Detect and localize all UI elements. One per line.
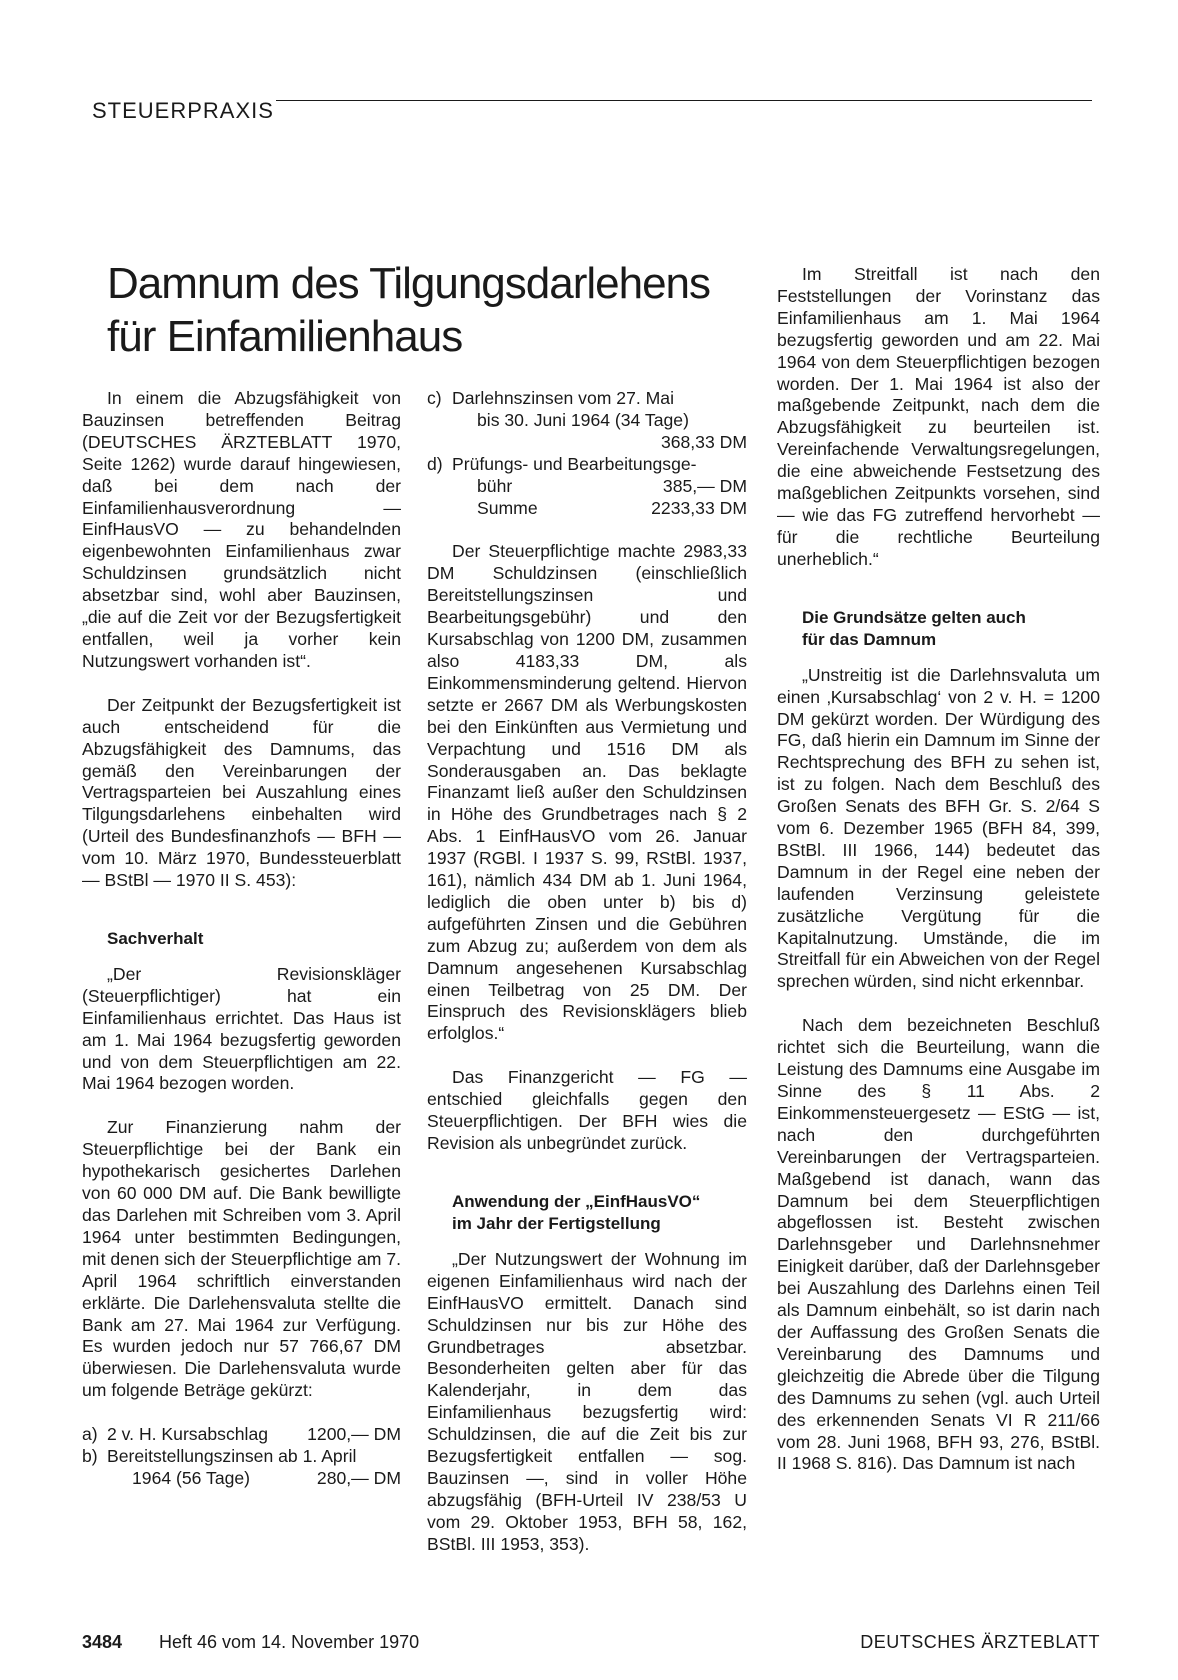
sum-amount: 2233,33 DM xyxy=(651,497,747,518)
list-amount: 385,— DM xyxy=(662,475,747,496)
header-rule xyxy=(276,100,1092,101)
list-amount: 368,33 DM xyxy=(660,431,747,452)
sum-label: Summe xyxy=(477,497,538,518)
subheading-line: Anwendung der „EinfHausVO“ xyxy=(452,1191,701,1211)
paragraph: In einem die Abzugsfähigkeit von Bauzinsen betreffenden Beitrag (DEUTSCHES ÄRZTEBLATT 1970, Seite 1262) wurde darauf hingewiesen, daß bei dem nach der Einfamilienhausverordnung — EinfHausVO — zu behandelnden eigenbewohnten Einfamilienhaus zwar Schuldzinsen grundsätzlich nicht absetzbar sind, wohl aber Bauzinsen, „die auf die Zeit vor der Bezugsfertigkeit entfallen, weil ja vorher kein Nutzungswert vorhanden ist“. xyxy=(82,388,401,671)
list-item-a xyxy=(82,1424,401,1446)
paragraph: Das Finanzgericht — FG — entschied gleichfalls gegen den Steuerpflichtigen. Der BFH wies die Revision als unbegründet zurück. xyxy=(427,1067,747,1153)
paragraph: „Unstreitig ist die Darlehnsvaluta um einen ‚Kursabschlag‘ von 2 v. H. = 1200 DM gekürzt worden. Der Würdigung des FG, daß hierin ein Damnum im Sinne der Rechtsprechung des BFH zu sehen ist, ist zu folgen. Nach dem Beschluß des Großen Senats des BFH Gr. S. 2/64 S vom 6. Dezember 1965 (BFH 84, 399, BStBl. III 1966, 144) bedeutet das Damnum in der Regel eine neben der laufenden Verzinsung geleistete zusätzliche Vergütung für die Kapitalnutzung. Umstände, die im Streitfall für ein Abweichen von der Regel sprechen würden, sind nicht erkennbar. xyxy=(777,664,1100,992)
paragraph: Zur Finanzierung nahm der Steuerpflichtige bei der Bank ein hypothekarisch gesichertes Darlehen von 60 000 DM auf. Die Bank bewilligte das Darlehen mit Schreiben vom 3. April 1964 unter bestimmten Bedingungen, mit denen sich der Steuerpflichtige am 7. April 1964 schriftlich einverstanden erklärte. Die Darlehensvaluta stellte die Bank am 27. Mai 1964 zur Verfügung. Es wurden jedoch nur 57 766,67 DM überwiesen. Die Darlehensvaluta wurde um folgende Beträge gekürzt: xyxy=(82,1117,401,1401)
column-3 xyxy=(777,264,1100,1475)
issue-info: Heft 46 vom 14. November 1970 xyxy=(159,1632,420,1652)
list-marker: b) xyxy=(82,1446,98,1467)
list-item-b xyxy=(82,1446,401,1490)
list-marker: a) xyxy=(82,1424,98,1445)
subheading-sachverhalt: Sachverhalt xyxy=(107,928,204,948)
subheading-line: für das Damnum xyxy=(802,629,937,649)
section-label: STEUERPRAXIS xyxy=(92,98,274,123)
subheading-line: Die Grundsätze gelten auch xyxy=(802,607,1026,627)
list-amount: 1200,— DM xyxy=(307,1424,401,1445)
paragraph: Der Steuerpflichtige machte 2983,33 DM Schuldzinsen (einschließlich Bereitstellungszinsen und Bearbeitungsgebühr) und den Kursabschlag von 1200 DM, zusammen also 4183,33 DM, als Einkommensminderung geltend. Hiervon setzte er 2667 DM als Werbungskosten bei den Einkünften aus Vermietung und Verpachtung und 1516 DM als Sonderausgaben an. Das beklagte Finanzamt ließ außer den Schuldzinsen in Höhe des Grundbetrages nach § 2 Abs. 1 EinfHausVO vom 26. Januar 1937 (RGBl. I 1937 S. 99, RStBl. 1937, 161), nämlich 434 DM ab 1. Juni 1964, lediglich die oben unter b) bis d) aufgeführten Zinsen und die Gebühren zum Abzug zu; außerdem von dem als Damnum angesehenen Kursabschlag einen Teilbetrag von 25 DM. Der Einspruch des Revisionsklägers blieb erfolglos.“ xyxy=(427,541,747,1044)
list-text: bühr xyxy=(477,475,513,496)
list-item-c xyxy=(427,388,747,454)
list-amount: 280,— DM xyxy=(316,1467,401,1488)
column-2 xyxy=(427,388,747,1556)
subheading-grundsaetze xyxy=(777,607,1100,651)
list-text: Prüfungs- und Bearbeitungsge- xyxy=(452,453,697,474)
paragraph: „Der Revisionskläger (Steuerpflichtiger) hat ein Einfamilienhaus errichtet. Das Haus ist am 1. Mai 1964 bezugsfertig geworden und von dem Steuerpflichtigen am 22. Mai 1964 bezogen worden. xyxy=(82,963,401,1094)
page-footer xyxy=(82,1632,1100,1656)
column-1 xyxy=(82,388,401,1490)
paragraph: „Der Nutzungswert der Wohnung im eigenen Einfamilienhaus wird nach der EinfHausVO ermittelt. Danach sind Schuldzinsen nur bis zur Höhe des Grundbetrages absetzbar. Besonderheiten gelten aber für das Kalenderjahr, in dem das Einfamilienhaus bezugsfertig wird: Schuldzinsen, die auf die Zeit bis zur Bezugsfertigkeit entfallen — sog. Bauzinsen —, sind in voller Höhe abzugsfähig (BFH-Urteil IV 238/53 U vom 29. Oktober 1953, BFH 58, 162, BStBl. III 1953, 353). xyxy=(427,1248,747,1554)
running-header xyxy=(92,98,1092,128)
journal-name: DEUTSCHES ÄRZTEBLATT xyxy=(860,1632,1100,1652)
title-line-2: für Einfamilienhaus xyxy=(107,312,463,361)
article-title xyxy=(107,257,777,363)
list-marker: d) xyxy=(427,453,443,474)
list-text: 2 v. H. Kursabschlag xyxy=(107,1424,269,1445)
list-text: 1964 (56 Tage) xyxy=(132,1467,251,1488)
page-number: 3484 xyxy=(82,1632,123,1652)
list-item-d xyxy=(427,454,747,498)
list-sum xyxy=(427,498,747,520)
list-text: Darlehnszinsen vom 27. Mai xyxy=(452,388,674,408)
subheading-line: im Jahr der Fertigstellung xyxy=(452,1213,661,1233)
paragraph: Nach dem bezeichneten Beschluß richtet sich die Beurteilung, wann die Leistung des Damnums eine Ausgabe im Sinne des § 11 Abs. 2 Einkommensteuergesetz — EStG — ist, nach den durchgeführten Vereinbarungen der Vertragsparteien. Maßgebend ist danach, wann das Damnum bei dem Steuerpflichtigen abgeflossen ist. Besteht zwischen Darlehnsgeber und Darlehnsnehmer Einigkeit darüber, daß der Darlehnsgeber bei Auszahlung des Darlehns einen Teil als Damnum einbehält, so ist darin nach der Auffassung des Großen Senats die Vereinbarung des Damnums und gleichzeitig die Abrede über die Tilgung des Damnums zu sehen (vgl. auch Urteil des erkennenden Senats VI R 211/66 vom 28. Juni 1968, BFH 93, 276, BStBl. II 1968 S. 816). Das Damnum ist nach xyxy=(777,1015,1100,1474)
paragraph: Im Streitfall ist nach den Feststellungen der Vorinstanz das Einfamilienhaus am 1. Mai 1964 bezugsfertig geworden und am 22. Mai 1964 von dem Steuerpflichtigen bezogen worden. Der 1. Mai 1964 ist also der maßgebende Zeitpunkt, nach dem die Abzugsfähigkeit zu beurteilen ist. Vereinfachende Verwaltungsregelungen, die eine abweichende Festsetzung des maßgeblichen Zeitpunkts vorsehen, sind — wie das FG zutreffend hervorhebt — für die rechtliche Beurteilung unerheblich.“ xyxy=(777,264,1100,569)
list-text: Bereitstellungszinsen ab 1. April xyxy=(107,1446,357,1467)
subheading-anwendung xyxy=(427,1191,747,1235)
paragraph: Der Zeitpunkt der Bezugsfertigkeit ist auch entscheidend für die Abzugsfähigkeit des Damnums, das gemäß den Vereinbarungen der Vertragsparteien bei Auszahlung eines Tilgungsdarlehens einbehalten wird (Urteil des Bundesfinanzhofs — BFH — vom 10. März 1970, Bundessteuerblatt — BStBl — 1970 II S. 453): xyxy=(82,694,401,891)
list-text: bis 30. Juni 1964 (34 Tage) xyxy=(477,409,689,430)
list-marker: c) xyxy=(427,388,442,408)
title-line-1: Damnum des Tilgungsdarlehens xyxy=(107,259,711,308)
